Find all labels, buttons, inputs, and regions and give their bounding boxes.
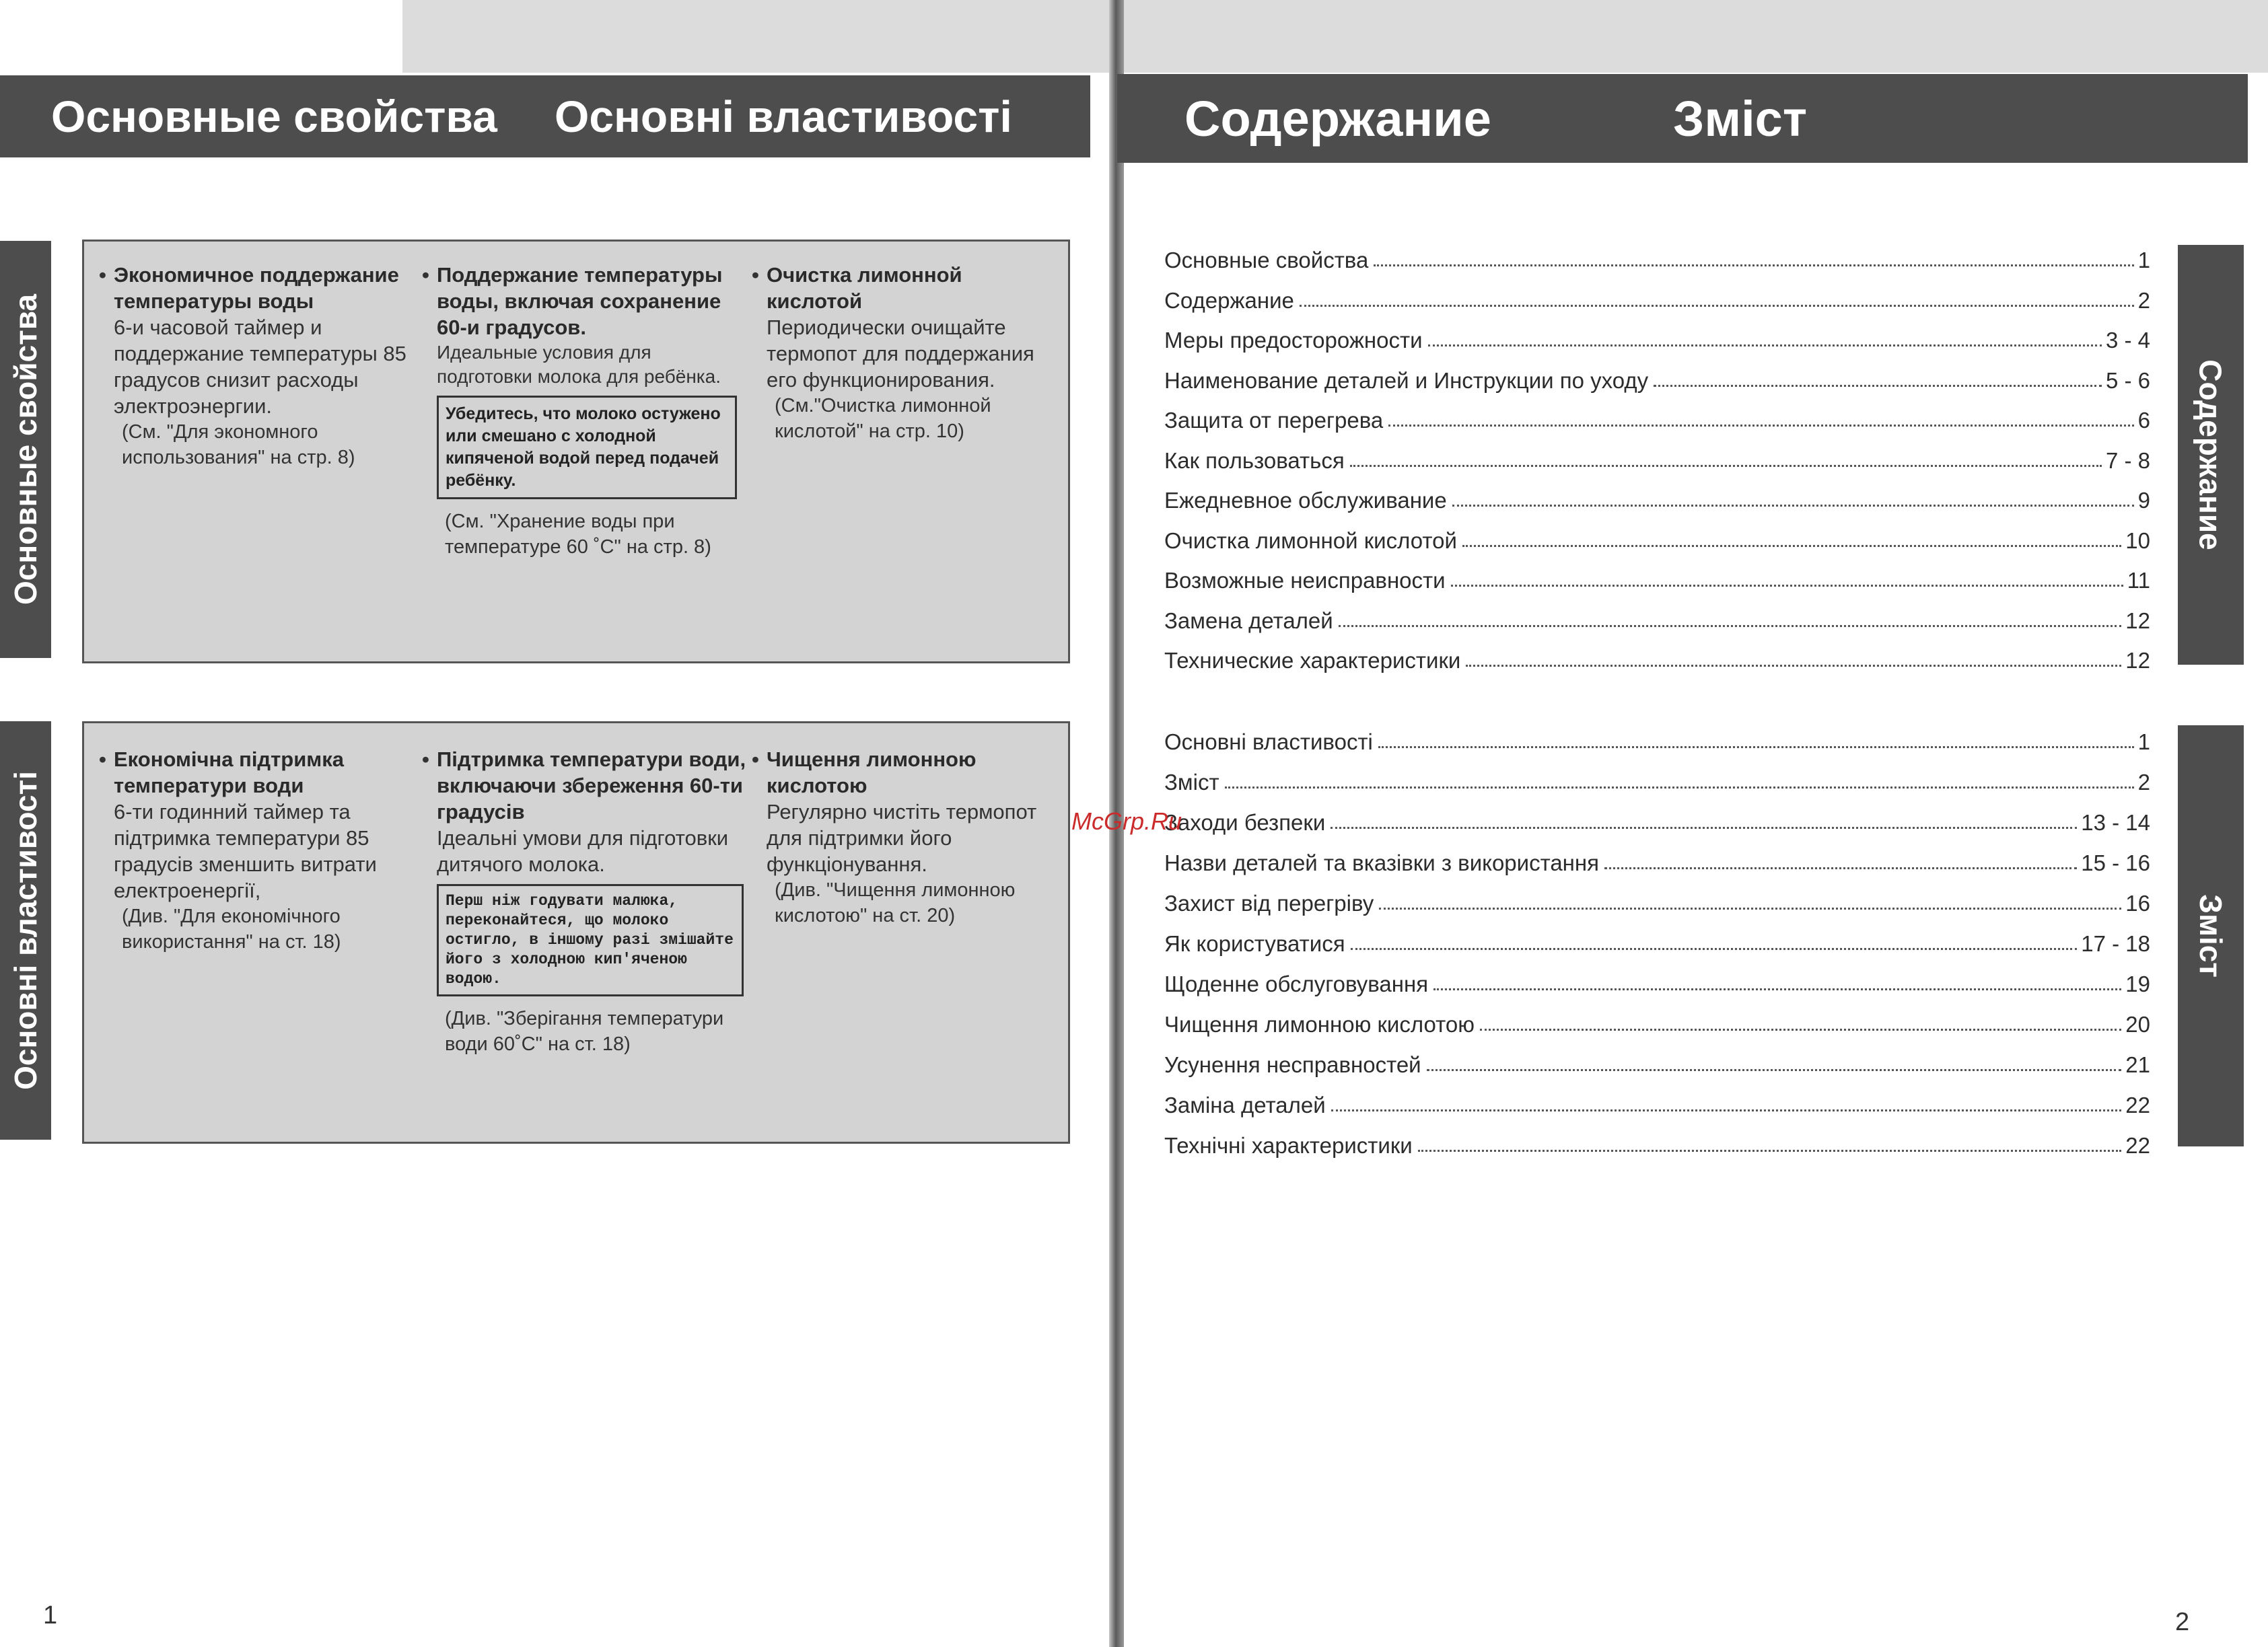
toc-page: 3 - 4 <box>2105 328 2150 353</box>
toc-page: 10 <box>2125 528 2150 553</box>
toc-entry[interactable] <box>1164 883 2150 916</box>
feature-heading: Економічна підтримка температури води <box>114 747 344 797</box>
toc-title: Технічні характеристики <box>1164 1133 1413 1158</box>
leader-dots <box>1427 1069 2122 1071</box>
leader-dots <box>1331 1109 2122 1111</box>
toc-title: Щоденне обслуговування <box>1164 972 1429 996</box>
toc-title: Наименование деталей и Инструкции по уходу <box>1164 368 1649 393</box>
watermark: McGrp.Ru <box>1071 807 1182 835</box>
toc-entry[interactable] <box>1164 360 2150 394</box>
bullet-icon: • <box>752 263 759 287</box>
leader-dots <box>1388 425 2133 427</box>
leader-dots <box>1604 867 2077 869</box>
toc-page: 17 - 18 <box>2081 931 2150 956</box>
toc-entry[interactable] <box>1164 280 2150 314</box>
toc-page: 2 <box>2137 288 2150 313</box>
feature-heading: Чищення лимонною кислотою <box>767 747 977 797</box>
scan-margin <box>0 0 402 73</box>
toc-page: 21 <box>2125 1052 2150 1077</box>
toc-entry[interactable] <box>1164 400 2150 433</box>
feature-note: Перш ніж годувати малюка, переконайтеся, що молоко остигло, в іншому разі змішайте його з холодною кип'яченою водою. <box>437 884 744 996</box>
feature-body: 6-ти годинний таймер та підтримка температури 85 градусів зменшить витрати електроенергії, <box>114 800 377 902</box>
bullet-icon: • <box>422 263 429 287</box>
bullet-icon: • <box>422 747 429 771</box>
toc-entry[interactable] <box>1164 1044 2150 1078</box>
toc-page: 9 <box>2137 488 2150 513</box>
toc-page: 12 <box>2125 608 2150 633</box>
leader-dots <box>1418 1150 2122 1152</box>
page-number-right: 2 <box>2175 1608 2190 1636</box>
feature-ref: (Див. "Зберігання температури води 60˚C" на ст. 18) <box>445 1008 724 1055</box>
header-title-ru: Основные свойства <box>51 92 497 141</box>
header-title-uk: Зміст <box>1673 90 1808 147</box>
toc-page: 1 <box>2137 248 2150 272</box>
toc-page: 1 <box>2137 729 2150 754</box>
leader-dots <box>1331 827 2077 829</box>
toc-entry[interactable] <box>1164 320 2150 353</box>
feature-body: 6-и часовой таймер и поддержание температуры 85 градусов снизит расходы электроэнергии. <box>114 316 406 418</box>
leader-dots <box>1462 545 2121 547</box>
toc-entry[interactable] <box>1164 440 2150 474</box>
toc-page: 6 <box>2137 408 2150 433</box>
toc-page: 11 <box>2127 568 2150 593</box>
toc-title: Усунення несправностей <box>1164 1052 1421 1077</box>
toc-page: 15 - 16 <box>2081 850 2150 875</box>
toc-entry[interactable] <box>1164 842 2150 876</box>
leader-dots <box>1378 746 2134 748</box>
leader-dots <box>1225 786 2134 789</box>
leader-dots <box>1300 305 2134 307</box>
toc-entry[interactable] <box>1164 1004 2150 1037</box>
feature-heading: Підтримка температури води, включаючи збереження 60-ти градусів <box>437 747 746 824</box>
toc-title: Технические характеристики <box>1164 648 1461 673</box>
toc-title: Меры предосторожности <box>1164 328 1423 353</box>
toc-entry[interactable] <box>1164 762 2150 795</box>
toc-title: Содержание <box>1164 288 1294 313</box>
toc-page: 2 <box>2137 770 2150 795</box>
toc-page: 5 - 6 <box>2105 368 2150 393</box>
feature-item <box>422 262 746 560</box>
side-tab-uk <box>0 721 51 1140</box>
toc-title: Зміст <box>1164 770 1219 795</box>
header-title-ru: Содержание <box>1184 90 1491 147</box>
feature-item <box>422 746 753 1057</box>
scan-background <box>402 0 2268 73</box>
left-header-bar <box>0 75 1090 157</box>
toc-title: Защита от перегрева <box>1164 408 1384 433</box>
feature-ref: (См."Очистка лимонной кислотой" на стр. 10) <box>775 395 991 442</box>
toc-page: 19 <box>2125 972 2150 996</box>
side-tab-ru <box>2178 245 2244 665</box>
leader-dots <box>1451 585 2123 587</box>
toc-entry[interactable] <box>1164 802 2150 836</box>
feature-heading: Поддержание температуры воды, включая сохранение 60-и градусов. <box>437 263 723 339</box>
feature-item <box>99 262 410 470</box>
leader-dots <box>1379 908 2121 910</box>
leader-dots <box>1466 665 2121 667</box>
toc-page: 16 <box>2125 891 2150 916</box>
toc-entry[interactable] <box>1164 1085 2150 1118</box>
feature-body: Идеальные условия для подготовки молока для ребёнка. <box>437 342 721 387</box>
toc-page: 22 <box>2125 1133 2150 1158</box>
toc-page: 7 - 8 <box>2105 448 2150 473</box>
toc-page: 22 <box>2125 1093 2150 1118</box>
toc-title: Ежедневное обслуживание <box>1164 488 1447 513</box>
toc-title: Заходи безпеки <box>1164 810 1326 835</box>
feature-heading: Очистка лимонной кислотой <box>767 263 962 313</box>
toc-title: Замена деталей <box>1164 608 1333 633</box>
toc-title: Основні властивості <box>1164 729 1373 754</box>
feature-ref: (Див. "Чищення лимонною кислотою" на ст. 20) <box>775 879 1016 926</box>
feature-heading: Экономичное поддержание температуры воды <box>114 263 399 313</box>
leader-dots <box>1428 344 2102 346</box>
side-tab-label: Содержание <box>2193 359 2229 550</box>
feature-ref: (См. "Хранение воды при температуре 60 ˚C" на стр. 8) <box>445 511 711 558</box>
leader-dots <box>1480 1029 2121 1031</box>
toc-entry[interactable] <box>1164 721 2150 755</box>
feature-body: Ідеальні умови для підготовки дитячого молока. <box>437 826 729 876</box>
feature-item <box>99 746 403 955</box>
features-box-ru <box>82 240 1070 663</box>
toc-title: Основные свойства <box>1164 248 1369 272</box>
header-title-uk: Основні властивості <box>555 92 1012 141</box>
feature-note: Убедитесь, что молоко остужено или смешано с холодной кипяченой водой перед подачей ребёнку. <box>437 396 737 499</box>
feature-item <box>752 262 1049 444</box>
side-tab-uk <box>2178 725 2244 1146</box>
toc-title: Захист від перегріву <box>1164 891 1374 916</box>
side-tab-label: Зміст <box>2193 894 2228 978</box>
leader-dots <box>1433 988 2121 990</box>
leader-dots <box>1339 625 2122 627</box>
leader-dots <box>1350 465 2102 467</box>
side-tab-label: Основные свойства <box>8 294 43 605</box>
toc-title: Заміна деталей <box>1164 1093 1326 1118</box>
toc-page: 20 <box>2125 1012 2150 1037</box>
feature-ref: (См. "Для экономного использования" на стр. 8) <box>122 421 355 468</box>
toc-title: Назви деталей та вказівки з використання <box>1164 850 1599 875</box>
toc-title: Як користуватися <box>1164 931 1345 956</box>
feature-ref: (Див. "Для економічного використання" на ст. 18) <box>122 906 341 953</box>
side-tab-label: Основні властивості <box>8 771 44 1090</box>
side-tab-ru <box>0 241 51 658</box>
leader-dots <box>1654 385 2102 387</box>
feature-body: Периодически очищайте термопот для поддержания его функционирования. <box>767 316 1034 392</box>
feature-item <box>752 746 1056 928</box>
toc-title: Возможные неисправности <box>1164 568 1446 593</box>
toc-entry[interactable] <box>1164 520 2150 554</box>
bullet-icon: • <box>99 263 106 287</box>
leader-dots <box>1452 505 2134 507</box>
toc-entry[interactable] <box>1164 600 2150 634</box>
feature-body: Регулярно чистіть термопот для підтримки його функціонування. <box>767 800 1037 876</box>
toc-title: Как пользоваться <box>1164 448 1345 473</box>
toc-entry[interactable] <box>1164 640 2150 673</box>
toc-title: Чищення лимонною кислотою <box>1164 1012 1475 1037</box>
leader-dots <box>1351 948 2078 950</box>
right-header-bar <box>1117 74 2248 163</box>
leader-dots <box>1374 264 2133 266</box>
page-number-left: 1 <box>43 1601 58 1630</box>
toc-entry[interactable] <box>1164 923 2150 957</box>
bullet-icon: • <box>752 747 759 771</box>
toc-entry[interactable] <box>1164 560 2150 593</box>
toc-entry[interactable] <box>1164 480 2150 513</box>
toc-page: 13 - 14 <box>2081 810 2150 835</box>
toc-page: 12 <box>2125 648 2150 673</box>
bullet-icon: • <box>99 747 106 771</box>
features-box-uk <box>82 721 1070 1144</box>
toc-entry[interactable] <box>1164 963 2150 997</box>
toc-entry[interactable] <box>1164 1125 2150 1159</box>
toc-entry[interactable] <box>1164 240 2150 273</box>
toc-title: Очистка лимонной кислотой <box>1164 528 1457 553</box>
